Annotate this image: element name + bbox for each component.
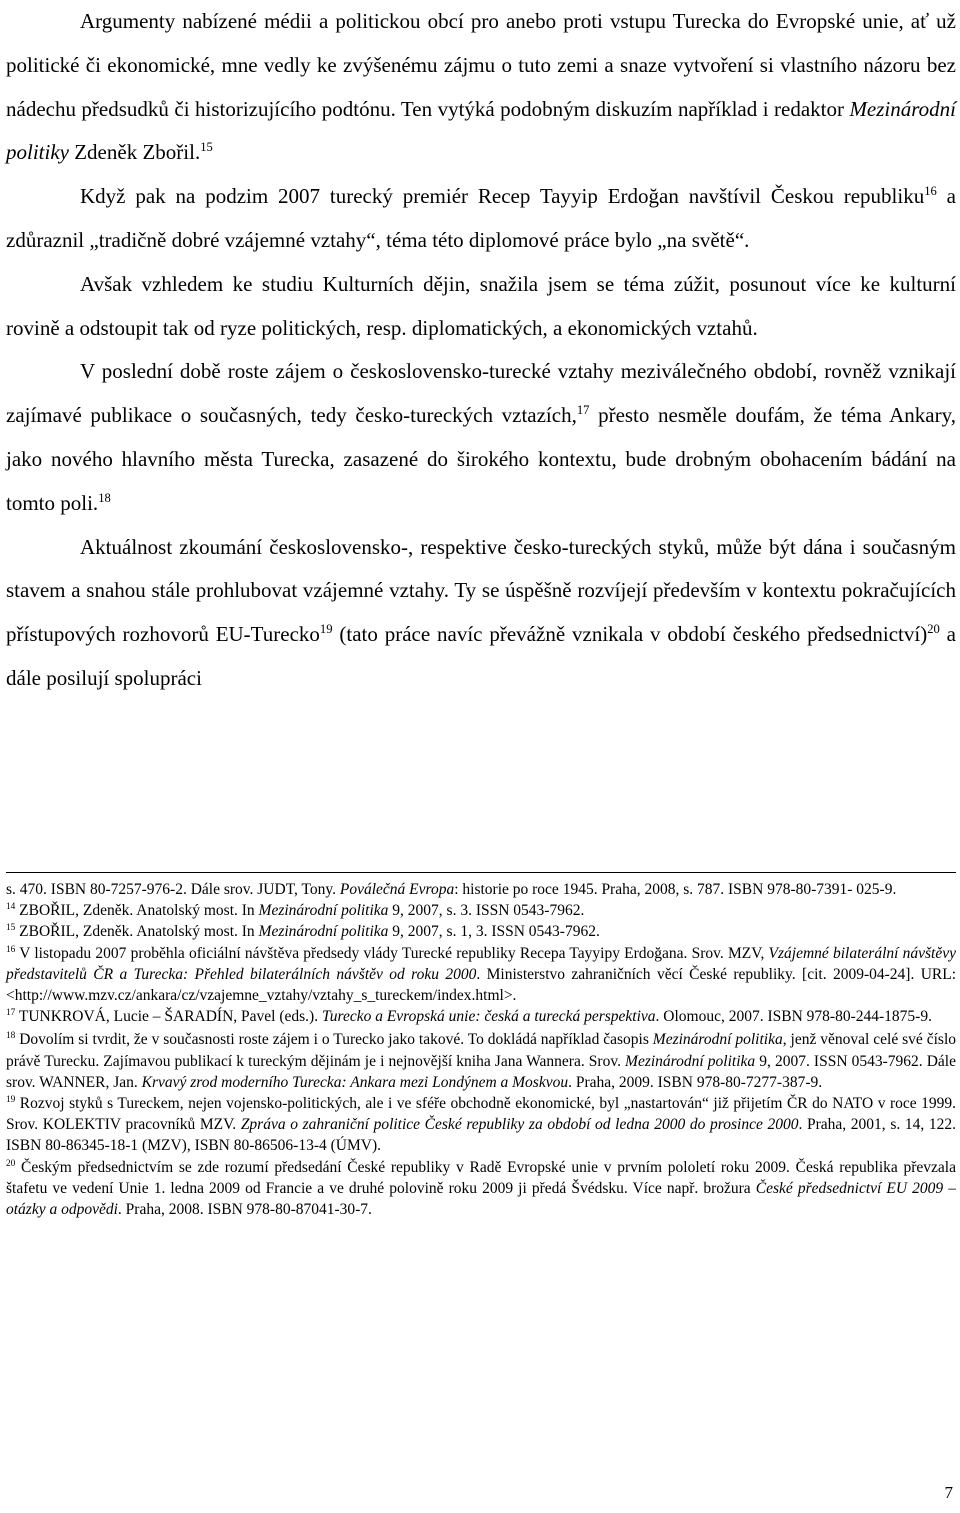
footnote-text: . Ministerstvo zahraničních věcí České republiky. [cit. 2009-04-24]. URL: <http://www.mzv.cz/ankara/cz/vzajemne_vztahy/vztahy_s_tureckem/index.html>. (6, 965, 957, 1005)
footnote-17 (6, 1006, 956, 1027)
paragraph-5 (6, 526, 956, 701)
footnote-number: 17 (6, 1008, 16, 1019)
footnote-text: ZBOŘIL, Zdeněk. Anatolský most. In (15, 923, 259, 941)
brochure-title: České předsednictví EU 2009 – otázky a odpovědi (6, 1179, 956, 1219)
footnote-number: 15 (6, 923, 16, 934)
footnote-16 (6, 943, 956, 1007)
footnotes (6, 879, 956, 1220)
footnote-ref[interactable]: 16 (924, 184, 937, 199)
footnote-number: 19 (6, 1094, 16, 1105)
footnote-text: 9, 2007, s. 1, 3. ISSN 0543-7962. (388, 923, 600, 941)
footnote-text: 9, 2007, s. 3. ISSN 0543-7962. (388, 902, 585, 920)
footnote-text: ZBOŘIL, Zdeněk. Anatolský most. In (15, 902, 259, 920)
document-title: Vzájemné bilaterální návštěvy představitelů ČR a Turecka: Přehled bilaterálních návštěv od roku 2000 (6, 944, 957, 983)
footnote-separator (6, 872, 956, 873)
footnote-number: 14 (6, 902, 16, 913)
footnote-text: s. 470. ISBN 80-7257-976-2. Dále srov. JUDT, Tony. (6, 881, 340, 898)
body-text (6, 0, 956, 701)
journal-title: Mezinárodní politika (625, 1052, 756, 1070)
book-title: Poválečná Evropa (339, 881, 455, 898)
footnote-text: . Praha, 2001, s. 14, 122. ISBN 80-86345-18-1 (MZV), ISBN 80-86506-13-4 (ÚMV). (6, 1116, 956, 1155)
report-title: Zpráva o zahraniční politice České republiky za období od ledna 2000 do prosince 2000 (240, 1116, 799, 1134)
footnote-text: Dovolím si tvrdit, že v současnosti roste zájem i o Turecko jako takové. To dokládá například časopis (15, 1031, 653, 1049)
paragraph-text: (tato práce navíc převážně vznikala v období českého předsednictví) (332, 622, 928, 647)
footnote-20 (6, 1157, 956, 1221)
footnote-ref[interactable]: 17 (576, 403, 590, 418)
footnote-text: Rozvoj styků s Tureckem, nejen vojensko-politických, ale i ve sféře obchodně ekonomické, byl „nastartován“ již přijetím ČR do NATO v roce 1999. Srov. KOLEKTIV pracovníků MZV. (6, 1095, 956, 1134)
paragraph-text: Když pak na podzim 2007 turecký premiér Recep Tayyip Erdoğan navštívil Českou republiku (80, 184, 925, 209)
footnote-19 (6, 1093, 956, 1157)
footnote-15 (6, 921, 956, 942)
footnote-continued (6, 879, 956, 900)
footnote-ref[interactable]: 20 (927, 622, 940, 637)
footnote-number: 20 (6, 1158, 16, 1169)
book-title: Turecko a Evropská unie: česká a turecká perspektiva (321, 1008, 656, 1026)
journal-title: Mezinárodní politika (652, 1031, 783, 1049)
footnote-text: V listopadu 2007 proběhla oficiální návštěva předsedy vlády Turecké republiky Recepa Tayyipy Erdoğana. Srov. MZV, (15, 944, 769, 962)
journal-title: Mezinárodní politiky (6, 96, 956, 165)
footnote-text: Českým předsednictvím se zde rozumí předsedání České republiky v Radě Evropské unie v prvním pololetí roku 2009. Česká republika převzala štafetu ve vedení Unie 1. ledna 2009 od Francie a ve druhé polovině roku 2009 ji předá Švédsku. Více např. brožura (6, 1158, 956, 1197)
book-title: Krvavý zrod moderního Turecka: Ankara mezi Londýnem a Moskvou (141, 1073, 569, 1091)
footnote-number: 18 (6, 1031, 16, 1042)
paragraph-text: Avšak vzhledem ke studiu Kulturních dějin, snažila jsem se téma zúžit, posunout více ke kulturní rovině a odstoupit tak od ryze politických, resp. diplomatických, a ekonomických vztahů. (6, 271, 956, 340)
footnote-text: , jenž věnoval celé své číslo právě Turecku. Zajímavou publikací k tureckým dějinám je i nejnovější kniha Jana Wannera. Srov. (6, 1031, 956, 1070)
paragraph-text: přesto nesměle doufám, že téma Ankary, jako nového hlavního města Turecka, zasazené do širokého kontextu, bude drobným obohacením bádání na tomto poli. (6, 403, 956, 515)
paragraph-3 (6, 263, 956, 351)
footnote-ref[interactable]: 18 (98, 490, 111, 505)
footnote-text: . Praha, 2008. ISBN 978-80-87041-30-7. (117, 1201, 372, 1219)
footnote-14 (6, 900, 956, 921)
footnote-text: TUNKROVÁ, Lucie – ŠARADÍN, Pavel (eds.). (15, 1008, 322, 1026)
paragraph-text: Aktuálnost zkoumání československo-, respektive česko-tureckých styků, může být dána i současným stavem a snahou stále prohlubovat vzájemné vztahy. Ty se úspěšně rozvíjejí především v kontextu pokračujících přístupových rozhovorů EU-Turecko (6, 534, 956, 647)
paragraph-text: V poslední době roste zájem o československo-turecké vztahy meziválečného období, rovněž vznikají zajímavé publikace o současných, tedy česko-tureckých vztazích, (6, 359, 956, 428)
paragraph-text: a zdůraznil „tradičně dobré vzájemné vztahy“, téma této diplomové práce bylo „na světě“. (6, 184, 956, 252)
journal-title: Mezinárodní politika (258, 923, 389, 941)
footnote-ref[interactable]: 19 (319, 622, 333, 637)
page-number: 7 (944, 1483, 953, 1502)
paragraph-text: Zdeněk Zbořil. (68, 140, 201, 165)
footnote-text: . Praha, 2009. ISBN 978-80-7277-387-9. (568, 1073, 823, 1091)
footnote-text: . Olomouc, 2007. ISBN 978-80-244-1875-9. (655, 1008, 932, 1026)
paragraph-text: a dále posilují spolupráci (6, 622, 956, 690)
footnote-text: 9, 2007. ISSN 0543-7962. Dále srov. WANNER, Jan. (6, 1052, 956, 1091)
paragraph-2 (6, 175, 956, 263)
footnote-18 (6, 1029, 956, 1093)
footnote-text: : historie po roce 1945. Praha, 2008, s. 787. ISBN 978-80-7391- 025-9. (454, 881, 897, 898)
paragraph-text: Argumenty nabízené médii a politickou obcí pro anebo proti vstupu Turecka do Evropské unie, ať už politické či ekonomické, mne vedly ke zvýšenému zájmu o tuto zemi a snaze vytvoření si vlastního názoru bez nádechu předsudků či historizujícího podtónu. Ten vytýká podobným diskuzím například i redaktor (6, 9, 956, 121)
journal-title: Mezinárodní politika (258, 902, 389, 920)
footnote-ref[interactable]: 15 (200, 140, 213, 155)
footnote-number: 16 (6, 944, 16, 955)
paragraph-4 (6, 350, 956, 525)
paragraph-1 (6, 0, 956, 175)
